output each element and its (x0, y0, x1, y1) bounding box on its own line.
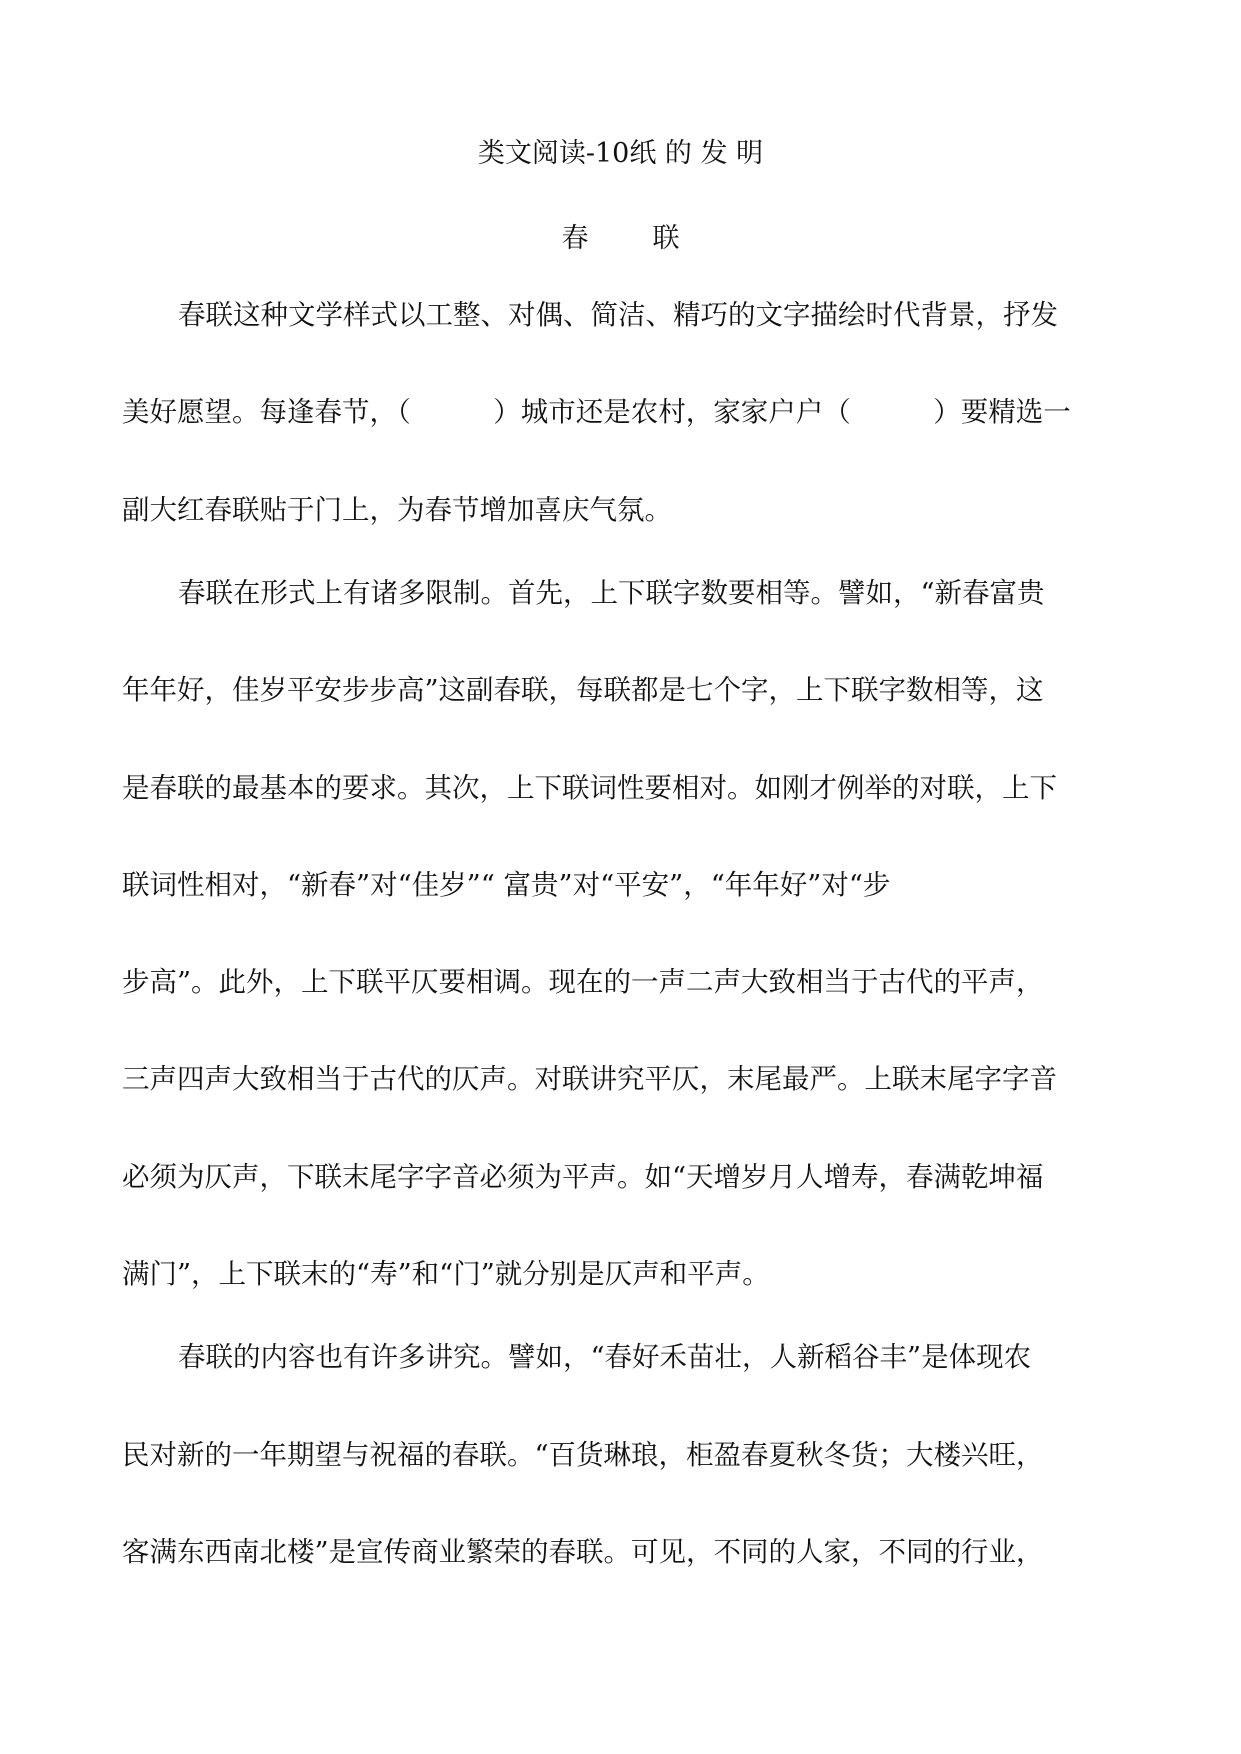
text-line-13: 民对新的一年期望与祝福的春联。“百货琳琅，柜盈春夏秋冬货；大楼兴旺， (122, 1439, 1044, 1471)
document-title: 类文阅读-10纸 的 发 明 (477, 138, 764, 169)
section-title-part-1: 春 (561, 223, 589, 254)
text-line-6: 是春联的最基本的要求。其次，上下联词性要相对。如刚才例举的对联，上下 (122, 772, 1057, 804)
text-line-1: 春联这种文学样式以工整、对偶、简洁、精巧的文字描绘时代背景，抒发 (178, 299, 1058, 331)
text-line-4: 春联在形式上有诸多限制。首先，上下联字数要相等。譬如，“新春富贵 (178, 577, 1045, 609)
text-line-11: 满门”，上下联末的“寿”和“门”就分别是仄声和平声。 (122, 1258, 770, 1290)
text-line-9: 三声四声大致相当于古代的仄声。对联讲究平仄，末尾最严。上联末尾字字音 (122, 1063, 1057, 1095)
text-line-3: 副大红春联贴于门上，为春节增加喜庆气氛。 (122, 494, 672, 526)
text-line-8: 步高”。此外，上下联平仄要相调。现在的一声二声大致相当于古代的平声， (122, 966, 1044, 998)
text-line-5: 年年好，佳岁平安步步高”这副春联，每联都是七个字，上下联字数相等，这 (122, 674, 1044, 706)
text-line-2: 美好愿望。每逢春节，（ ）城市还是农村，家家户户（ ）要精选一 (122, 396, 1071, 428)
section-title-part-2: 联 (652, 223, 680, 254)
text-line-10: 必须为仄声，下联末尾字字音必须为平声。如“天增岁月人增寿，春满乾坤福 (122, 1161, 1044, 1193)
text-line-12: 春联的内容也有许多讲究。譬如，“春好禾苗壮，人新稻谷丰”是体现农 (178, 1341, 1032, 1373)
text-line-7: 联词性相对，“新春”对“佳岁”“ 富贵”对“平安”，“年年好”对“步 (122, 869, 891, 901)
text-line-14: 客满东西南北楼”是宣传商业繁荣的春联。可见，不同的人家，不同的行业， (122, 1536, 1044, 1568)
section-title (0, 219, 1241, 259)
